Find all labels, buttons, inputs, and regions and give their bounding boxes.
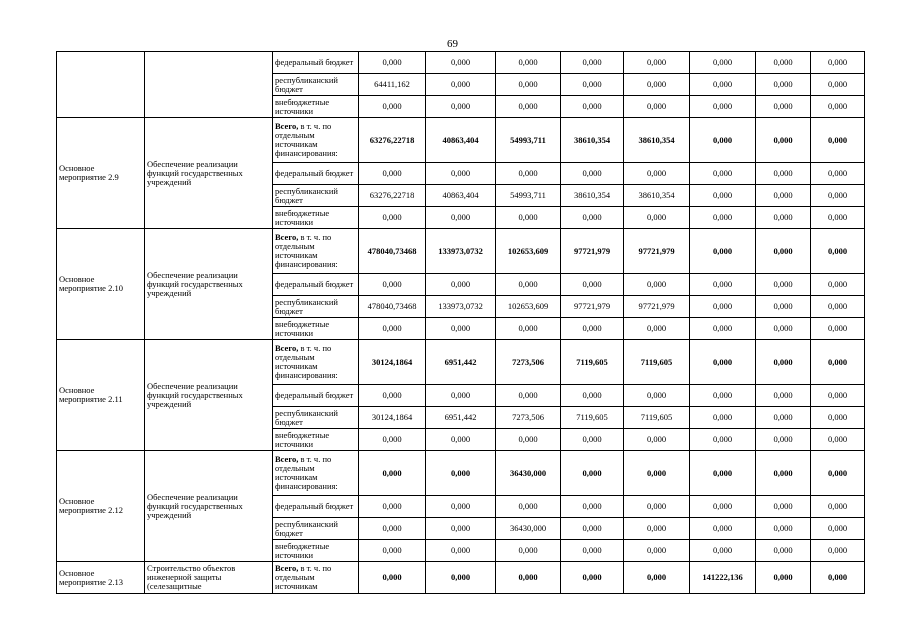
value-cell: 0,000 [811, 562, 865, 594]
value-cell: 0,000 [426, 429, 496, 451]
value-cell: 0,000 [811, 185, 865, 207]
value-cell: 0,000 [561, 451, 624, 496]
value-cell: 0,000 [624, 451, 690, 496]
value-cell: 0,000 [811, 296, 865, 318]
value-cell: 40863,404 [426, 118, 496, 163]
value-cell: 7119,605 [624, 407, 690, 429]
value-cell: 0,000 [496, 562, 561, 594]
source-total-label: Всего, [275, 343, 299, 353]
value-cell: 0,000 [624, 52, 690, 74]
source-cell: федеральный бюджет [273, 52, 359, 74]
value-cell: 0,000 [756, 52, 811, 74]
value-cell: 0,000 [811, 163, 865, 185]
value-cell: 0,000 [624, 207, 690, 229]
value-cell: 0,000 [690, 52, 756, 74]
value-cell: 0,000 [756, 385, 811, 407]
value-cell: 0,000 [811, 407, 865, 429]
value-cell: 64411,162 [359, 74, 426, 96]
source-cell [273, 118, 359, 163]
value-cell: 0,000 [811, 207, 865, 229]
value-cell: 0,000 [359, 207, 426, 229]
event-cell: Основное мероприятие 2.9 [57, 118, 145, 229]
name-cell: Обеспечение реализации функций государственных учреждений [145, 118, 273, 229]
value-cell: 0,000 [496, 429, 561, 451]
value-cell: 0,000 [624, 562, 690, 594]
value-cell: 0,000 [359, 518, 426, 540]
value-cell: 7119,605 [624, 340, 690, 385]
value-cell: 0,000 [359, 496, 426, 518]
table-row [57, 52, 865, 74]
source-cell: федеральный бюджет [273, 274, 359, 296]
source-cell: республиканский бюджет [273, 185, 359, 207]
value-cell: 0,000 [496, 52, 561, 74]
value-cell: 54993,711 [496, 185, 561, 207]
value-cell: 0,000 [811, 451, 865, 496]
value-cell: 0,000 [426, 451, 496, 496]
value-cell: 0,000 [690, 118, 756, 163]
value-cell: 38610,354 [624, 118, 690, 163]
name-cell: Обеспечение реализации функций государственных учреждений [145, 340, 273, 451]
source-total-label: Всего, [275, 454, 299, 464]
value-cell: 0,000 [756, 296, 811, 318]
value-cell: 0,000 [359, 52, 426, 74]
page-number: 69 [447, 38, 458, 50]
value-cell: 0,000 [561, 96, 624, 118]
value-cell: 40863,404 [426, 185, 496, 207]
value-cell: 0,000 [359, 562, 426, 594]
value-cell: 0,000 [426, 518, 496, 540]
value-cell: 0,000 [426, 540, 496, 562]
name-cell: Строительство объектов инженерной защиты (селезащитные [145, 562, 273, 594]
value-cell: 102653,609 [496, 296, 561, 318]
value-cell: 63276,22718 [359, 118, 426, 163]
source-cell [273, 562, 359, 594]
value-cell: 0,000 [561, 163, 624, 185]
value-cell: 0,000 [811, 385, 865, 407]
value-cell: 0,000 [811, 518, 865, 540]
value-cell: 0,000 [561, 318, 624, 340]
event-cell: Основное мероприятие 2.11 [57, 340, 145, 451]
table-row-total [57, 562, 865, 594]
table-row-total [57, 451, 865, 496]
source-cell: федеральный бюджет [273, 163, 359, 185]
value-cell: 0,000 [496, 163, 561, 185]
event-cell: Основное мероприятие 2.13 [57, 562, 145, 594]
value-cell: 133973,0732 [426, 296, 496, 318]
source-cell: внебюджетные источники [273, 207, 359, 229]
value-cell: 0,000 [624, 518, 690, 540]
value-cell: 0,000 [690, 340, 756, 385]
value-cell: 0,000 [426, 318, 496, 340]
value-cell: 0,000 [756, 429, 811, 451]
value-cell: 0,000 [359, 96, 426, 118]
source-cell: республиканский бюджет [273, 74, 359, 96]
value-cell: 0,000 [561, 385, 624, 407]
source-total-desc: в т. ч. по отдельным источникам финансирования: [275, 232, 338, 269]
value-cell: 0,000 [811, 340, 865, 385]
value-cell: 0,000 [496, 540, 561, 562]
value-cell: 0,000 [359, 163, 426, 185]
value-cell: 54993,711 [496, 118, 561, 163]
value-cell: 0,000 [756, 163, 811, 185]
source-cell: республиканский бюджет [273, 296, 359, 318]
source-cell: внебюджетные источники [273, 429, 359, 451]
value-cell: 0,000 [496, 207, 561, 229]
event-cell: Основное мероприятие 2.10 [57, 229, 145, 340]
value-cell: 38610,354 [624, 185, 690, 207]
value-cell: 0,000 [756, 518, 811, 540]
value-cell: 0,000 [811, 540, 865, 562]
value-cell: 0,000 [426, 52, 496, 74]
value-cell: 7273,506 [496, 340, 561, 385]
value-cell: 0,000 [756, 229, 811, 274]
value-cell: 0,000 [690, 451, 756, 496]
value-cell: 0,000 [811, 274, 865, 296]
value-cell: 0,000 [496, 318, 561, 340]
value-cell: 0,000 [811, 229, 865, 274]
value-cell: 0,000 [624, 274, 690, 296]
value-cell: 7273,506 [496, 407, 561, 429]
value-cell: 7119,605 [561, 340, 624, 385]
value-cell: 36430,000 [496, 518, 561, 540]
value-cell: 0,000 [561, 429, 624, 451]
value-cell: 0,000 [690, 163, 756, 185]
value-cell: 30124,1864 [359, 407, 426, 429]
value-cell: 0,000 [690, 229, 756, 274]
source-total-label: Всего, [275, 232, 299, 242]
value-cell: 0,000 [756, 74, 811, 96]
value-cell: 0,000 [756, 562, 811, 594]
value-cell: 0,000 [561, 52, 624, 74]
source-total-desc: в т. ч. по отдельным источникам финансирования: [275, 454, 338, 491]
value-cell: 0,000 [690, 496, 756, 518]
value-cell: 63276,22718 [359, 185, 426, 207]
value-cell: 0,000 [561, 74, 624, 96]
source-cell: внебюджетные источники [273, 96, 359, 118]
value-cell: 0,000 [561, 496, 624, 518]
value-cell: 0,000 [496, 385, 561, 407]
value-cell: 0,000 [756, 185, 811, 207]
name-cell [145, 52, 273, 118]
source-total-desc: в т. ч. по отдельным источникам [275, 563, 332, 591]
value-cell: 0,000 [811, 496, 865, 518]
value-cell: 0,000 [426, 274, 496, 296]
value-cell: 0,000 [756, 318, 811, 340]
value-cell: 133973,0732 [426, 229, 496, 274]
value-cell: 0,000 [690, 296, 756, 318]
table-row-total [57, 118, 865, 163]
value-cell: 0,000 [756, 407, 811, 429]
table-row-total [57, 340, 865, 385]
value-cell: 0,000 [690, 318, 756, 340]
source-total-label: Всего, [275, 121, 299, 131]
value-cell: 0,000 [624, 74, 690, 96]
value-cell: 0,000 [496, 274, 561, 296]
value-cell: 141222,136 [690, 562, 756, 594]
event-cell [57, 52, 145, 118]
value-cell: 0,000 [756, 118, 811, 163]
value-cell: 0,000 [811, 52, 865, 74]
value-cell: 0,000 [426, 96, 496, 118]
value-cell: 0,000 [756, 340, 811, 385]
value-cell: 0,000 [756, 451, 811, 496]
name-cell: Обеспечение реализации функций государственных учреждений [145, 229, 273, 340]
value-cell: 0,000 [811, 429, 865, 451]
value-cell: 0,000 [426, 496, 496, 518]
value-cell: 0,000 [690, 185, 756, 207]
source-cell: республиканский бюджет [273, 518, 359, 540]
value-cell: 0,000 [690, 540, 756, 562]
source-total-desc: в т. ч. по отдельным источникам финансирования: [275, 121, 338, 158]
value-cell: 0,000 [756, 96, 811, 118]
value-cell: 478040,73468 [359, 229, 426, 274]
value-cell: 0,000 [690, 385, 756, 407]
value-cell: 0,000 [624, 429, 690, 451]
value-cell: 0,000 [756, 274, 811, 296]
value-cell: 0,000 [426, 74, 496, 96]
value-cell: 0,000 [561, 540, 624, 562]
value-cell: 0,000 [496, 496, 561, 518]
source-total-desc: в т. ч. по отдельным источникам финансирования: [275, 343, 338, 380]
source-cell [273, 229, 359, 274]
value-cell: 38610,354 [561, 118, 624, 163]
value-cell: 0,000 [426, 207, 496, 229]
value-cell: 0,000 [756, 207, 811, 229]
value-cell: 0,000 [690, 207, 756, 229]
value-cell: 97721,979 [624, 296, 690, 318]
source-cell: внебюджетные источники [273, 318, 359, 340]
value-cell: 0,000 [359, 429, 426, 451]
value-cell: 0,000 [690, 407, 756, 429]
value-cell: 36430,000 [496, 451, 561, 496]
value-cell: 97721,979 [561, 296, 624, 318]
value-cell: 0,000 [624, 163, 690, 185]
value-cell: 0,000 [359, 318, 426, 340]
value-cell: 0,000 [756, 540, 811, 562]
value-cell: 6951,442 [426, 340, 496, 385]
value-cell: 0,000 [359, 385, 426, 407]
value-cell: 102653,609 [496, 229, 561, 274]
budget-table [56, 51, 865, 594]
value-cell: 0,000 [690, 518, 756, 540]
value-cell: 0,000 [624, 496, 690, 518]
source-cell: федеральный бюджет [273, 496, 359, 518]
value-cell: 0,000 [359, 540, 426, 562]
value-cell: 0,000 [624, 540, 690, 562]
value-cell: 0,000 [811, 118, 865, 163]
value-cell: 0,000 [690, 274, 756, 296]
value-cell: 0,000 [359, 451, 426, 496]
source-cell: внебюджетные источники [273, 540, 359, 562]
source-cell [273, 451, 359, 496]
value-cell: 0,000 [690, 96, 756, 118]
value-cell: 0,000 [811, 96, 865, 118]
value-cell: 0,000 [811, 318, 865, 340]
name-cell: Обеспечение реализации функций государственных учреждений [145, 451, 273, 562]
value-cell: 0,000 [359, 274, 426, 296]
value-cell: 97721,979 [624, 229, 690, 274]
value-cell: 0,000 [624, 385, 690, 407]
value-cell: 0,000 [811, 74, 865, 96]
value-cell: 97721,979 [561, 229, 624, 274]
value-cell: 0,000 [426, 163, 496, 185]
source-cell [273, 340, 359, 385]
value-cell: 30124,1864 [359, 340, 426, 385]
value-cell: 7119,605 [561, 407, 624, 429]
value-cell: 38610,354 [561, 185, 624, 207]
value-cell: 0,000 [561, 274, 624, 296]
value-cell: 0,000 [561, 562, 624, 594]
table-row-total [57, 229, 865, 274]
value-cell: 0,000 [426, 385, 496, 407]
source-cell: федеральный бюджет [273, 385, 359, 407]
event-cell: Основное мероприятие 2.12 [57, 451, 145, 562]
value-cell: 0,000 [496, 96, 561, 118]
source-cell: республиканский бюджет [273, 407, 359, 429]
value-cell: 0,000 [496, 74, 561, 96]
value-cell: 0,000 [561, 207, 624, 229]
value-cell: 0,000 [756, 496, 811, 518]
source-total-label: Всего, [275, 563, 299, 573]
value-cell: 0,000 [426, 562, 496, 594]
value-cell: 478040,73468 [359, 296, 426, 318]
value-cell: 6951,442 [426, 407, 496, 429]
value-cell: 0,000 [624, 96, 690, 118]
value-cell: 0,000 [690, 74, 756, 96]
value-cell: 0,000 [624, 318, 690, 340]
value-cell: 0,000 [690, 429, 756, 451]
value-cell: 0,000 [561, 518, 624, 540]
